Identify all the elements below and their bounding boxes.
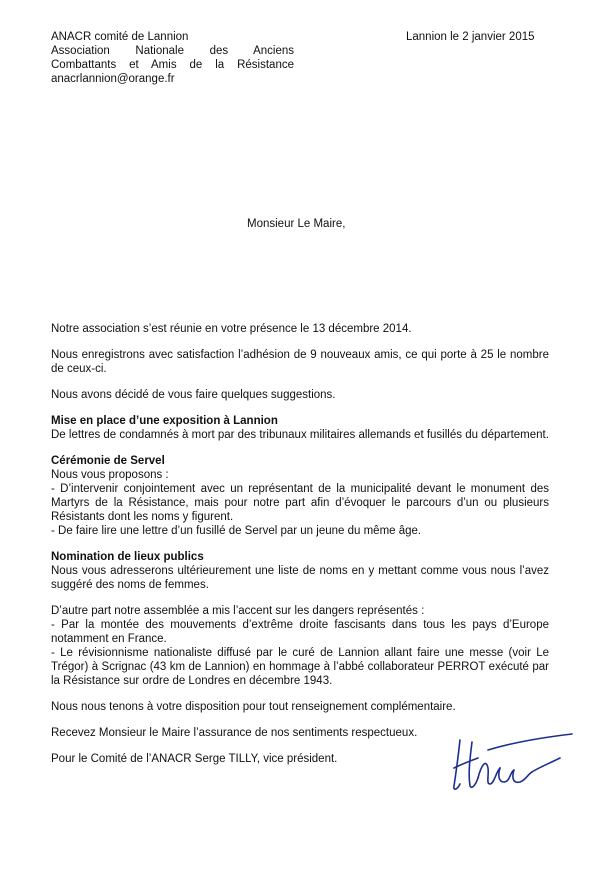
closing-signatory: Pour le Comité de l’ANACR Serge TILLY, vice président.	[51, 753, 338, 765]
handwritten-signature	[448, 728, 578, 798]
sender-name: ANACR comité de Lannion	[51, 31, 189, 43]
paragraph-disposition: Nous nous tenons à votre disposition pour tout renseignement complémentaire.	[51, 701, 456, 713]
text-dangers-item1: - Par la montée des mouvements d’extrême droite fascisants dans tous les pays d’Europe notamment en France.	[51, 619, 549, 645]
text-ceremonie-intro: Nous vous proposons :	[51, 469, 169, 481]
paragraph-new-members: Nous enregistrons avec satisfaction l’adhésion de 9 nouveaux amis, ce qui porte à 25 le nombre de ceux-ci.	[51, 349, 549, 375]
heading-nomination: Nomination de lieux publics	[51, 551, 204, 563]
paragraph-meeting: Notre association s’est réunie en votre présence le 13 décembre 2014.	[51, 323, 412, 335]
sender-email: anacrlannion@orange.fr	[51, 73, 175, 85]
paragraph-suggestions: Nous avons décidé de vous faire quelques suggestions.	[51, 389, 336, 401]
heading-exposition: Mise en place d’une exposition à Lannion	[51, 415, 278, 427]
sender-block	[51, 30, 294, 86]
text-dangers-item2: - Le révisionnisme nationaliste diffusé par le curé de Lannion allant faire une messe (voir Le Trégor) à Scrignac (43 km de Lannion) en hommage à l’abbé collaborateur PERROT exécuté par la Résistance sur ordre de Londres en décembre 1943.	[51, 647, 549, 687]
text-ceremonie-item2: - De faire lire une lettre d’un fusillé de Servel par un jeune du même âge.	[51, 525, 422, 537]
letter-body	[51, 322, 549, 766]
text-exposition: De lettres de condamnés à mort par des tribunaux militaires allemands et fusillés du département.	[51, 429, 549, 441]
sender-association-line2: Combattants et Amis de la Résistance	[51, 59, 294, 71]
text-nomination: Nous vous adresserons ultérieurement une liste de noms en y mettant comme vous nous l’avez suggéré des noms de femmes.	[51, 565, 549, 591]
heading-ceremonie: Cérémonie de Servel	[51, 455, 165, 467]
salutation: Monsieur Le Maire,	[247, 218, 346, 230]
sender-association-line1: Association Nationale des Anciens	[51, 45, 294, 57]
paragraph-dangers: D’autre part notre assemblée a mis l’accent sur les dangers représentés :	[51, 605, 425, 617]
paragraph-respects: Recevez Monsieur le Maire l’assurance de nos sentiments respectueux.	[51, 727, 418, 739]
place-date: Lannion le 2 janvier 2015	[406, 31, 535, 43]
text-ceremonie-item1: - D’intervenir conjointement avec un représentant de la municipalité devant le monument des Martyrs de la Résistance, mais pour notre part afin d’évoquer le parcours d’un ou plusieurs Résistants dont les noms y figurent.	[51, 483, 549, 523]
